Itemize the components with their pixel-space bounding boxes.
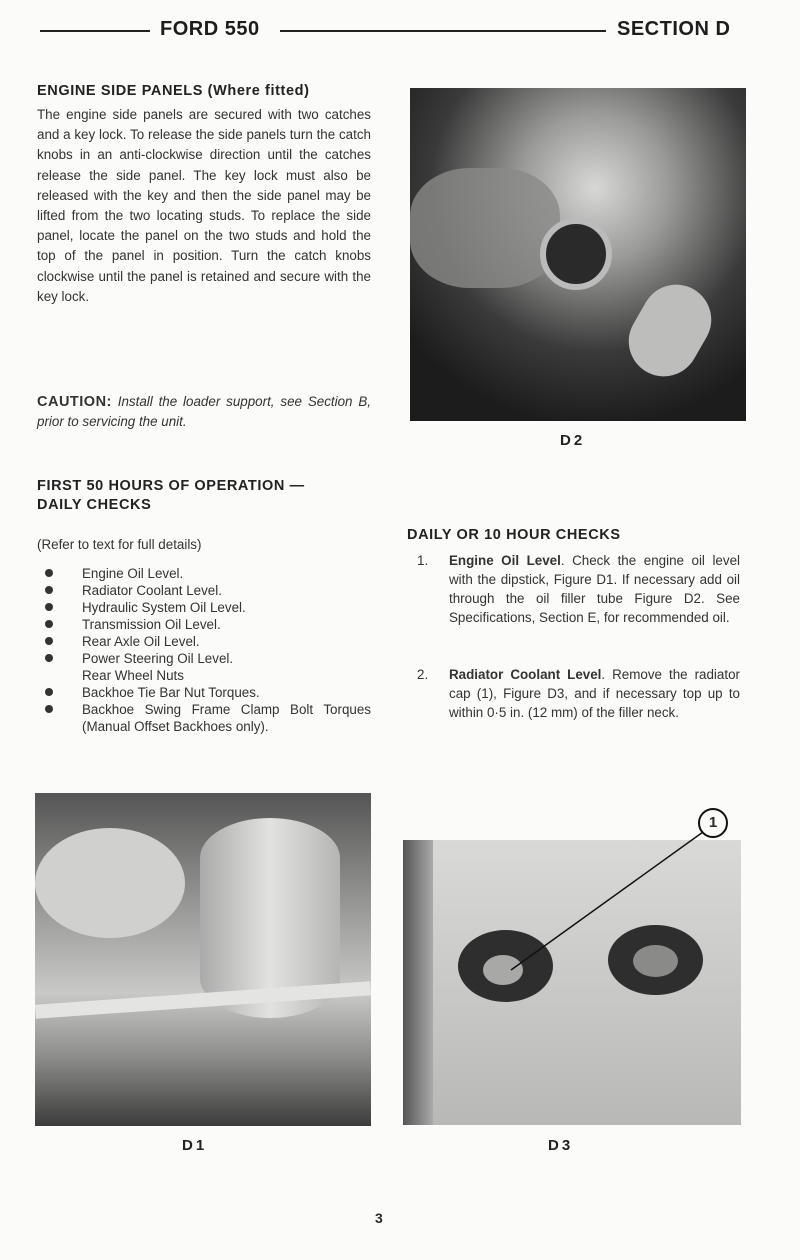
bullet-icon bbox=[45, 620, 53, 628]
header-title: FORD 550 bbox=[160, 18, 260, 40]
page-number: 3 bbox=[375, 1210, 383, 1226]
section-heading: DAILY OR 10 HOUR CHECKS bbox=[407, 527, 621, 543]
figure-d1-photo bbox=[35, 793, 371, 1126]
list-item-text: Rear Axle Oil Level. bbox=[82, 634, 200, 650]
callout-leader-line bbox=[403, 800, 743, 980]
item-title: Radiator Coolant Level bbox=[449, 667, 602, 682]
engine-side-panels-section bbox=[37, 82, 371, 307]
list-item-text: Power Steering Oil Level. bbox=[82, 651, 234, 667]
section-body: The engine side panels are secured with two catches and a key lock. To release the side panels turn the catch knobs in an anti-clockwise direction until the catches release the side panel. The key lock must also be released with the key and then the side panel may be lifted from the two locating studs. To replace the side panel, locate the panel on the two studs and hold the top of the panel in position. Turn the catch knobs clockwise until the panel is retained and secure with the key lock. bbox=[37, 107, 371, 304]
bullet-icon bbox=[45, 637, 53, 645]
callout-1-badge bbox=[698, 808, 728, 838]
section-heading-line1: FIRST 50 HOURS OF OPERATION — bbox=[37, 478, 305, 494]
header-rule-middle bbox=[280, 30, 606, 32]
list-item-text: Engine Oil Level. bbox=[82, 566, 184, 582]
item-text: . Remove the radiator cap (1), Figure D3, and if necessary top up to within 0·5 in. (12 mm) of the filler neck. bbox=[449, 667, 740, 720]
list-item bbox=[37, 650, 371, 667]
caution-note bbox=[37, 392, 371, 432]
bullet-icon bbox=[45, 654, 53, 662]
header-section: SECTION D bbox=[617, 18, 731, 40]
daily-checks-list bbox=[37, 565, 371, 735]
section-heading: ENGINE SIDE PANELS (Where fitted) bbox=[37, 83, 310, 99]
figure-d2-photo bbox=[410, 88, 746, 421]
bullet-icon bbox=[45, 586, 53, 594]
callout-number: 1 bbox=[708, 814, 718, 831]
bullet-icon bbox=[45, 688, 53, 696]
figure-d1-caption: D1 bbox=[182, 1137, 208, 1154]
caution-text: Install the loader support, see Section B, prior to servicing the unit. bbox=[37, 394, 371, 430]
bullet-icon bbox=[45, 569, 53, 577]
daily-10-list bbox=[407, 551, 740, 722]
list-item-text: Radiator Coolant Level. bbox=[82, 583, 222, 599]
list-item bbox=[37, 582, 371, 599]
refer-note: (Refer to text for full details) bbox=[37, 537, 202, 552]
list-item bbox=[37, 616, 371, 633]
item-number: 1. bbox=[417, 553, 429, 568]
figure-d2-caption: D2 bbox=[560, 432, 586, 449]
list-item-text: Backhoe Tie Bar Nut Torques. bbox=[82, 685, 260, 701]
list-item bbox=[37, 599, 371, 616]
list-item-text: Transmission Oil Level. bbox=[82, 617, 221, 633]
header-rule-left bbox=[40, 30, 150, 32]
first-50-hours-section bbox=[37, 477, 371, 735]
section-heading-line2: DAILY CHECKS bbox=[37, 497, 152, 513]
list-item bbox=[37, 667, 371, 684]
list-item bbox=[37, 565, 371, 582]
bullet-icon bbox=[45, 705, 53, 713]
figure-d3-caption: D3 bbox=[548, 1137, 574, 1154]
item-title: Engine Oil Level bbox=[449, 553, 561, 568]
item-text: . Check the engine oil level with the dipstick, Figure D1. If necessary add oil through the oil filler tube Figure D2. See Specifications, Section E, for recommended oil. bbox=[449, 553, 740, 625]
caution-label: CAUTION: bbox=[37, 394, 112, 410]
list-item-text: Hydraulic System Oil Level. bbox=[82, 600, 246, 616]
daily-10-hour-section bbox=[407, 526, 740, 722]
item-number: 2. bbox=[417, 667, 429, 682]
list-item bbox=[407, 665, 740, 722]
list-item bbox=[37, 633, 371, 650]
bullet-icon bbox=[45, 603, 53, 611]
list-item bbox=[37, 701, 371, 735]
list-item bbox=[407, 551, 740, 627]
list-item-text: Backhoe Swing Frame Clamp Bolt Torques (Manual Offset Backhoes only). bbox=[82, 702, 371, 735]
list-item bbox=[37, 684, 371, 701]
list-item-text: Rear Wheel Nuts bbox=[82, 668, 184, 684]
